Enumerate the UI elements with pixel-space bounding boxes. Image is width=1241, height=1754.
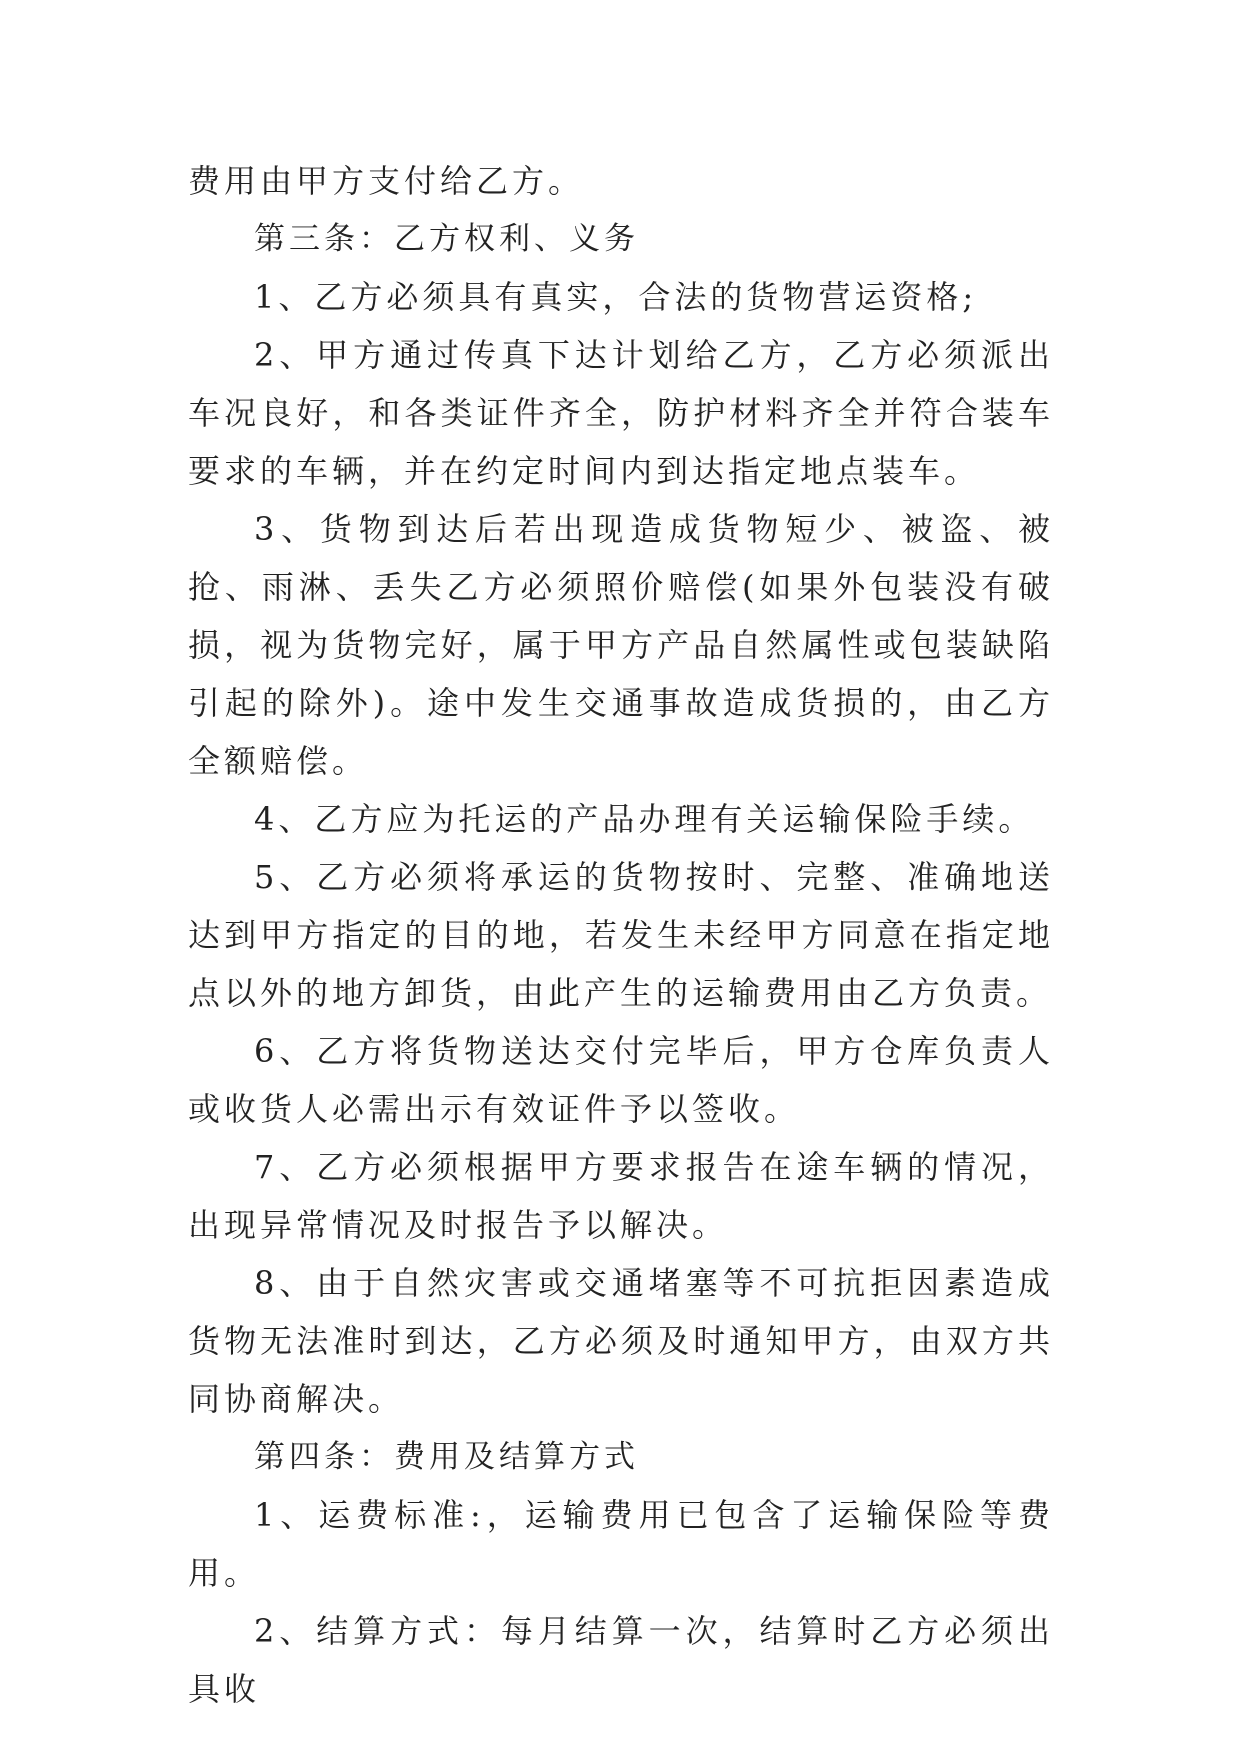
clause-3-4: 4、乙方应为托运的产品办理有关运输保险手续。	[254, 800, 1035, 838]
clause-3-2: 2、甲方通过传真下达计划给乙方，乙方必须派出车况良好，和各类证件齐全，防护材料齐全并符合装车要求的车辆，并在约定时间内到达指定地点装车。	[188, 336, 1054, 490]
clause-3-7: 7、乙方必须根据甲方要求报告在途车辆的情况，出现异常情况及时报告予以解决。	[188, 1148, 1054, 1244]
clause-3-1: 1、乙方必须具有真实，合法的货物营运资格;	[254, 278, 978, 316]
clause-3-3: 3、货物到达后若出现造成货物短少、被盗、被抢、雨淋、丢失乙方必须照价赔偿(如果外包装没有破损，视为货物完好，属于甲方产品自然属性或包装缺陷引起的除外)。途中发生交通事故造成货损的，由乙方全额赔偿。	[188, 510, 1054, 780]
clause-3-8: 8、由于自然灾害或交通堵塞等不可抗拒因素造成货物无法准时到达，乙方必须及时通知甲方，由双方共同协商解决。	[188, 1264, 1054, 1418]
section-heading-article-3: 第三条：乙方权利、义务	[254, 221, 639, 257]
clause-3-5: 5、乙方必须将承运的货物按时、完整、准确地送达到甲方指定的目的地，若发生未经甲方同意在指定地点以外的地方卸货，由此产生的运输费用由乙方负责。	[188, 858, 1054, 1012]
paragraph-continuation: 费用由甲方支付给乙方。	[188, 162, 585, 200]
clause-3-6: 6、乙方将货物送达交付完毕后，甲方仓库负责人或收货人必需出示有效证件予以签收。	[188, 1032, 1054, 1128]
clause-4-2: 2、结算方式：每月结算一次，结算时乙方必须出具收	[188, 1612, 1054, 1708]
clause-4-1: 1、运费标准:，运输费用已包含了运输保险等费用。	[188, 1496, 1054, 1592]
document-body	[188, 152, 1054, 1718]
section-heading-article-4: 第四条：费用及结算方式	[254, 1439, 639, 1475]
